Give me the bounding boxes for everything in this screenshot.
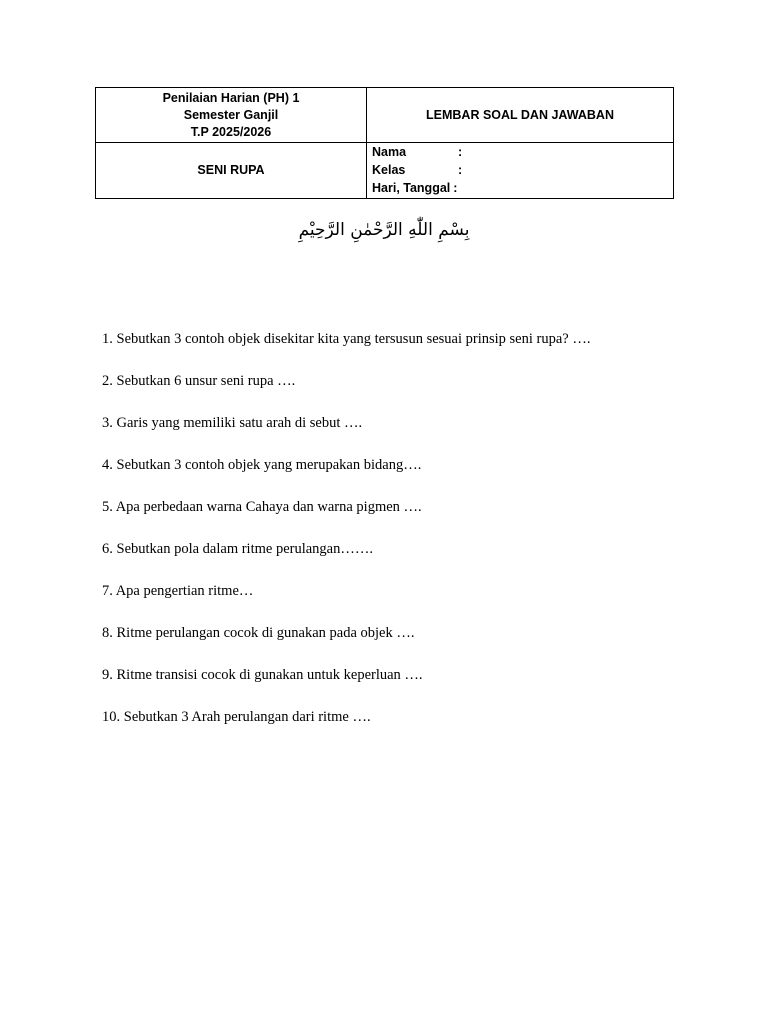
school-year: T.P 2025/2026 <box>190 124 272 139</box>
assessment-info-cell <box>96 88 367 143</box>
field-colon: : <box>453 181 458 195</box>
question-item: 5. Apa perbedaan warna Cahaya dan warna pigmen …. <box>102 499 422 515</box>
student-fields-cell <box>367 143 674 199</box>
field-label-nama: Nama <box>372 145 407 159</box>
sheet-title-cell <box>367 88 674 143</box>
basmala-text: بِسْمِ اللّٰهِ الرَّحْمٰنِ الرَّحِيْمِ <box>298 220 470 240</box>
field-colon: : <box>458 163 463 177</box>
sheet-title: LEMBAR SOAL DAN JAWABAN <box>426 107 614 122</box>
question-item: 3. Garis yang memiliki satu arah di sebut …. <box>102 415 363 431</box>
field-label-kelas: Kelas <box>372 163 406 177</box>
semester-label: Semester Ganjil <box>183 107 279 122</box>
question-item: 8. Ritme perulangan cocok di gunakan pada objek …. <box>102 625 415 641</box>
question-item: 2. Sebutkan 6 unsur seni rupa …. <box>102 373 296 389</box>
question-item: 9. Ritme transisi cocok di gunakan untuk keperluan …. <box>102 667 423 683</box>
field-nama <box>372 143 673 161</box>
question-item: 7. Apa pengertian ritme… <box>102 583 254 599</box>
header-table <box>95 87 674 199</box>
question-item: 4. Sebutkan 3 contoh objek yang merupakan bidang…. <box>102 457 422 473</box>
field-kelas <box>372 161 673 179</box>
field-label-hari-tanggal: Hari, Tanggal <box>372 181 451 195</box>
question-item: 1. Sebutkan 3 contoh objek disekitar kita yang tersusun sesuai prinsip seni rupa? …. <box>102 331 591 347</box>
question-list <box>102 329 702 749</box>
question-item: 6. Sebutkan pola dalam ritme perulangan……. <box>102 541 373 557</box>
subject-cell <box>96 143 367 199</box>
field-hari-tanggal <box>372 179 673 197</box>
question-item: 10. Sebutkan 3 Arah perulangan dari ritme …. <box>102 709 371 725</box>
field-colon: : <box>458 145 463 159</box>
basmala-calligraphy <box>274 212 494 248</box>
assessment-name: Penilaian Harian (PH) 1 <box>162 90 300 105</box>
subject-name: SENI RUPA <box>197 163 265 177</box>
